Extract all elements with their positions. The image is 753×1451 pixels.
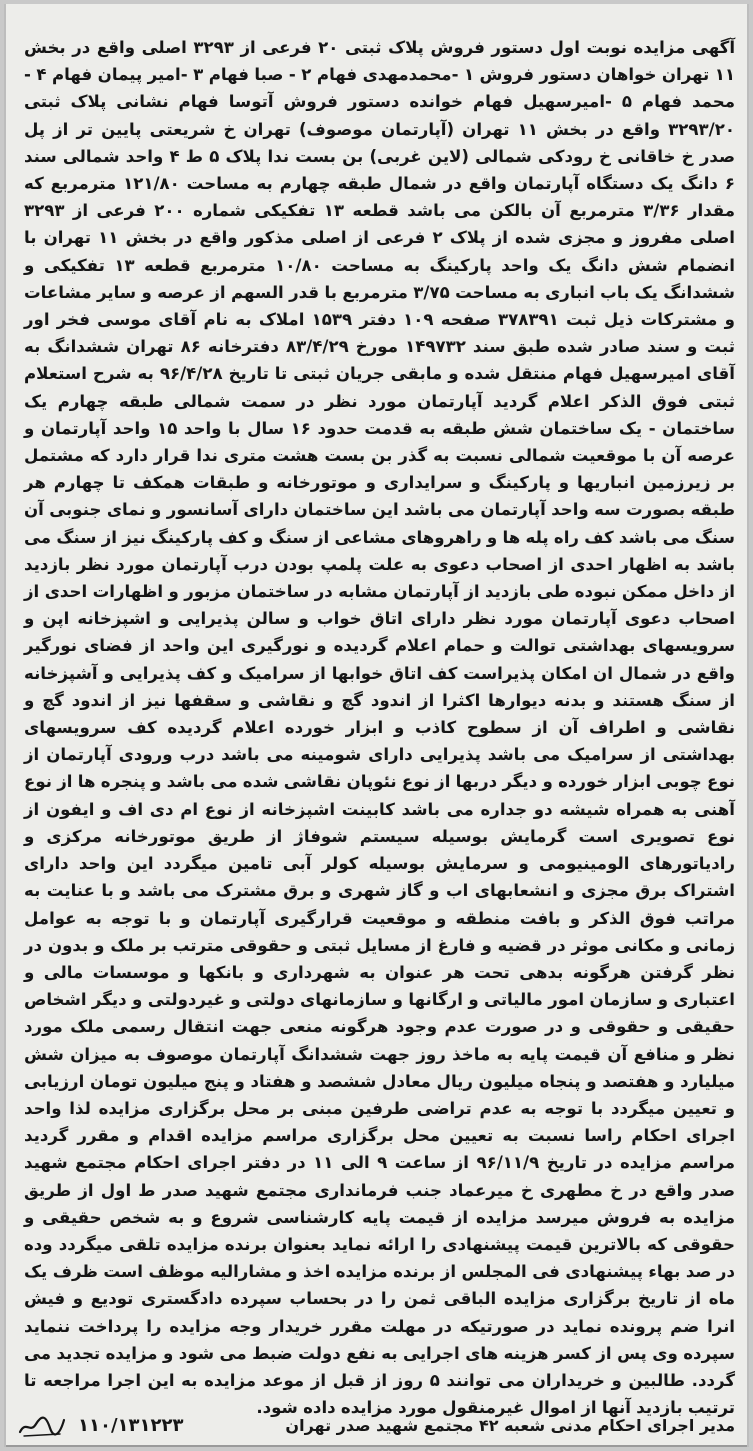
- bottom-divider: [6, 1445, 747, 1447]
- signer-title: مدیر اجرای احکام مدنی شعبه ۴۲ مجتمع شهید صدر تهران: [285, 1415, 735, 1435]
- reference-number: ۱۱۰/۱۳۱۲۲۳: [78, 1414, 184, 1436]
- auction-notice-text: آگهی مزایده نوبت اول دستور فروش پلاک ثبتی ۲۰ فرعی از ۳۲۹۳ اصلی واقع در بخش ۱۱ تهران خواهان دستور فروش ۱ -محمدمهدی فهام ۲ - صبا فهام ۳ -امیر پیمان فهام ۴ - محمد فهام ۵ -امیرسهیل فهام خوانده دستور فروش آتوسا فهام نشانی پلاک ثبتی ۳۲۹۳/۲۰ واقع در بخش ۱۱ تهران (آپارتمان موصوف) تهران خ شریعتی پایین تر از پل صدر خ خاقانی خ رودکی شمالی (لاین غربی) بن بست ندا پلاک ۵ ط ۴ واحد شمالی سند ۶ دانگ یک دستگاه آپارتمان واقع در شمال طبقه چهارم به مساحت ۱۲۱/۸۰ مترمربع که مقدار ۳/۳۶ مترمربع آن بالکن می باشد قطعه ۱۳ تفکیکی شماره ۲۰۰ فرعی از ۳۲۹۳ اصلی مفروز و مجزی شده از پلاک ۲ فرعی از اصلی مذکور واقع در بخش ۱۱ تهران با انضمام شش دانگ یک واحد پارکینگ به مساحت ۱۰/۸۰ مترمربع قطعه ۱۳ تفکیکی و ششدانگ یک باب انباری به مساحت ۳/۷۵ مترمربع با قدر السهم از عرصه و سایر مشاعات و مشترکات ذیل ثبت ۳۷۸۳۹۱ صفحه ۱۰۹ دفتر ۱۵۳۹ املاک به نام آقای موسی فخر اور ثبت و سند صادر شده طبق سند ۱۴۹۷۳۲ مورخ ۸۳/۴/۲۹ دفترخانه ۸۶ تهران ششدانگ به آقای امیرسهیل فهام منتقل شده و مابقی جریان ثبتی تا تاریخ ۹۶/۴/۲۸ به شرح استعلام ثبتی فوق الذکر اعلام گردید آپارتمان مورد نظر در سمت شمالی طبقه چهارم یک ساختمان - یک ساختمان شش طبقه به قدمت حدود ۱۶ سال با واحد ۱۵ واحد آپارتمان و عرصه آن با موقعیت شمالی نسبت به گذر بن بست هشت متری ندا قرار دارد که مشتمل بر زیرزمین انباریها و پارکینگ و سرایداری و موتورخانه و طبقات همکف تا چهارم هر طبقه بصورت سه واحد آپارتمان می باشد این ساختمان دارای آسانسور و نمای جنوبی آن سنگ می باشد کف راه پله ها و راهروهای مشاعی از سنگ و کف پارکینگ نیز از سنگ می باشد به اظهار احدی از اصحاب دعوی به علت پلمپ بودن درب آپارتمان مورد نظر بازدید از داخل ممکن نبوده طی بازدید از آپارتمان مشابه در ساختمان مزبور و اظهارات احدی از اصحاب دعوی آپارتمان مورد نظر دارای اتاق خواب و سالن پذیرایی و اشپزخانه اپن و سرویسهای بهداشتی توالت و حمام اعلام گردیده و نورگیری این واحد از فضای نورگیر واقع در شمال ان امکان پذیراست کف اتاق خوابها از سرامیک و کف پذیرایی و آشپزخانه از سنگ هستند و بدنه دیوارها اکثرا از اندود گچ و نقاشی و سقفها نیز از اندود گچ و نقاشی و اطراف آن از سطوح کاذب و ابزار خورده اعلام گردیده کف سرویسهای بهداشتی از سرامیک می باشد پذیرایی دارای شومینه می باشد درب ورودی آپارتمان از نوع چوبی ابزار خورده و دیگر دربها از نوع نئوپان نقاشی شده می باشد و پنجره ها از نوع آهنی به همراه شیشه دو جداره می باشد کابینت اشپزخانه از نوع ام دی اف و ایفون از نوع تصویری است گرمایش بوسیله سیستم شوفاژ از طریق موتورخانه مرکزی و رادیاتورهای الومینیومی و سرمایش بوسیله کولر آبی تامین میگردد این واحد دارای اشتراک برق مجزی و انشعابهای اب و گاز شهری و برق مشترک می باشد و با عنایت به مراتب فوق الذکر و بافت منطقه و موقعیت قرارگیری آپارتمان و با توجه به عوامل زمانی و مکانی موثر در قضیه و فارغ از مسایل ثبتی و حقوقی مترتب بر ملک و بدون در نظر گرفتن هرگونه بدهی تحت هر عنوان به شهرداری و بانکها و موسسات مالی و اعتباری و سازمان امور مالیاتی و ارگانها و سازمانهای دولتی و غیردولتی و دیگر اشخاص حقیقی و حقوقی و در صورت عدم وجود هرگونه منعی جهت انتقال رسمی ملک مورد نظر و منافع آن قیمت پایه به ماخذ روز جهت ششدانگ آپارتمان موصوف به میزان شش میلیارد و هفتصد و پنجاه میلیون ریال معادل ششصد و هفتاد و پنج میلیون تومان ارزیابی و تعیین میگردد با توجه به عدم تراضی طرفین مبنی بر محل برگزاری مزایده لذا واحد اجرای احکام راسا نسبت به تعیین محل برگزاری مراسم مزایده اقدام و مقرر گردید مراسم مزایده در تاریخ ۹۶/۱۱/۹ از ساعت ۹ الی ۱۱ در دفتر اجرای احکام مجتمع شهید صدر واقع در خ مطهری خ میرعماد جنب فرمانداری مجتمع شهید صدر ط اول از طریق مزایده به فروش میرسد مزایده از قیمت پایه کارشناسی شروع و به شخص حقیقی و حقوقی که بالاترین قیمت پیشنهادی را ارائه نماید بعنوان برنده مزایده تلقی میگردد وده در صد بهاء پیشنهادی فی المجلس از برنده مزایده اخذ و مشارالیه موظف است ظرف یک ماه از تاریخ برگزاری مزایده الباقی ثمن را در بحساب سپرده دادگستری تودیع و فیش انرا ضم پرونده نماید در صورتیکه در مهلت مقرر خریدار وجه مزایده را پرداخت ننماید سپرده وی پس از کسر هزینه های اجرایی به نفع دولت ضبط می شود و مزایده تجدید می گردد. طالبین و خریداران می توانند ۵ روز از قبل از موعد مزایده به این اجرا مراجعه تا ترتیب بازدید آنها از اموال غیرمنقول مورد مزایده داده شود.: [24, 38, 736, 1418]
- notice-footer: [16, 1411, 735, 1439]
- newspaper-clipping: [4, 4, 749, 1447]
- handwritten-signature: [16, 1412, 68, 1438]
